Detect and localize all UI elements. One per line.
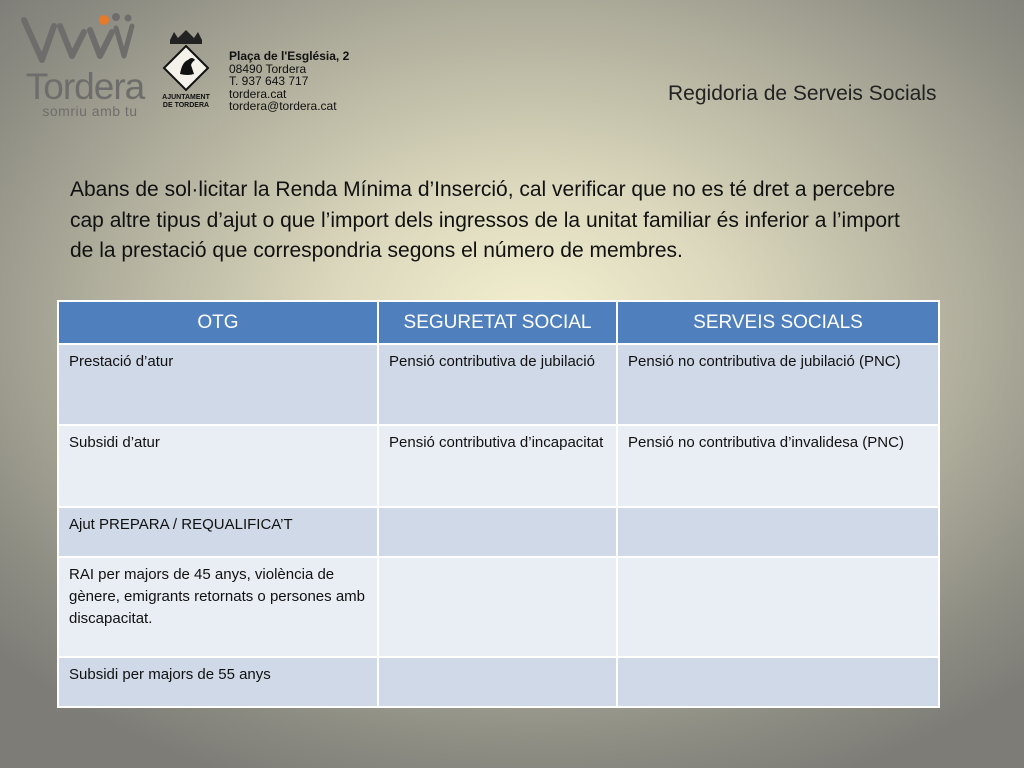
table-cell: Prestació d’atur — [58, 344, 378, 425]
table-cell: Pensió contributiva de jubilació — [378, 344, 617, 425]
address-postal: 08490 Tordera — [229, 61, 307, 76]
stylized-figures-logo-icon — [20, 12, 150, 72]
address-website: tordera.cat — [229, 86, 287, 101]
municipal-coat-of-arms-icon — [158, 30, 214, 92]
address-email: tordera@tordera.cat — [229, 99, 337, 114]
logo-wordmark: Tordera — [25, 66, 145, 107]
table-row — [58, 657, 939, 707]
table-cell: RAI per majors de 45 anys, violència de gènere, emigrants retornats o persones amb discapacitat. — [58, 557, 378, 657]
table-cell: Subsidi d’atur — [58, 425, 378, 507]
table-cell — [378, 557, 617, 657]
table-cell — [617, 507, 939, 557]
intro-paragraph: Abans de sol·licitar la Renda Mínima d’Inserció, cal verificar que no es té dret a percebre cap altre tipus d’ajut o que l’import dels ingressos de la unitat familiar és inferior a l’import de la prestació que correspondria segons el número de membres. — [70, 178, 900, 262]
table-cell: Subsidi per majors de 55 anys — [58, 657, 378, 707]
tordera-logo — [20, 12, 150, 117]
benefits-table — [57, 300, 940, 708]
table-cell — [617, 657, 939, 707]
address-street: Plaça de l'Església, 2 — [229, 49, 350, 63]
table-row — [58, 425, 939, 507]
table-cell — [378, 657, 617, 707]
table-cell — [617, 557, 939, 657]
logo-tagline: somriu amb tu — [42, 103, 138, 119]
table-cell: Pensió contributiva d’incapacitat — [378, 425, 617, 507]
address-phone: T. 937 643 717 — [229, 74, 309, 89]
header-otg: OTG — [58, 301, 378, 344]
header-seguretat-social: SEGURETAT SOCIAL — [378, 301, 617, 344]
ajuntament-caption: AJUNTAMENT DE TORDERA — [162, 94, 210, 110]
table-row — [58, 507, 939, 557]
contact-address — [229, 50, 349, 113]
table-row — [58, 557, 939, 657]
table-cell: Ajut PREPARA / REQUALIFICA’T — [58, 507, 378, 557]
header-serveis-socials: SERVEIS SOCIALS — [617, 301, 939, 344]
table-row — [58, 344, 939, 425]
table-cell — [378, 507, 617, 557]
page-title: Regidoria de Serveis Socials — [668, 82, 937, 105]
table-cell: Pensió no contributiva de jubilació (PNC) — [617, 344, 939, 425]
table-header-row — [58, 301, 939, 344]
ajuntament-logo — [158, 30, 210, 120]
table-cell: Pensió no contributiva d’invalidesa (PNC) — [617, 425, 939, 507]
